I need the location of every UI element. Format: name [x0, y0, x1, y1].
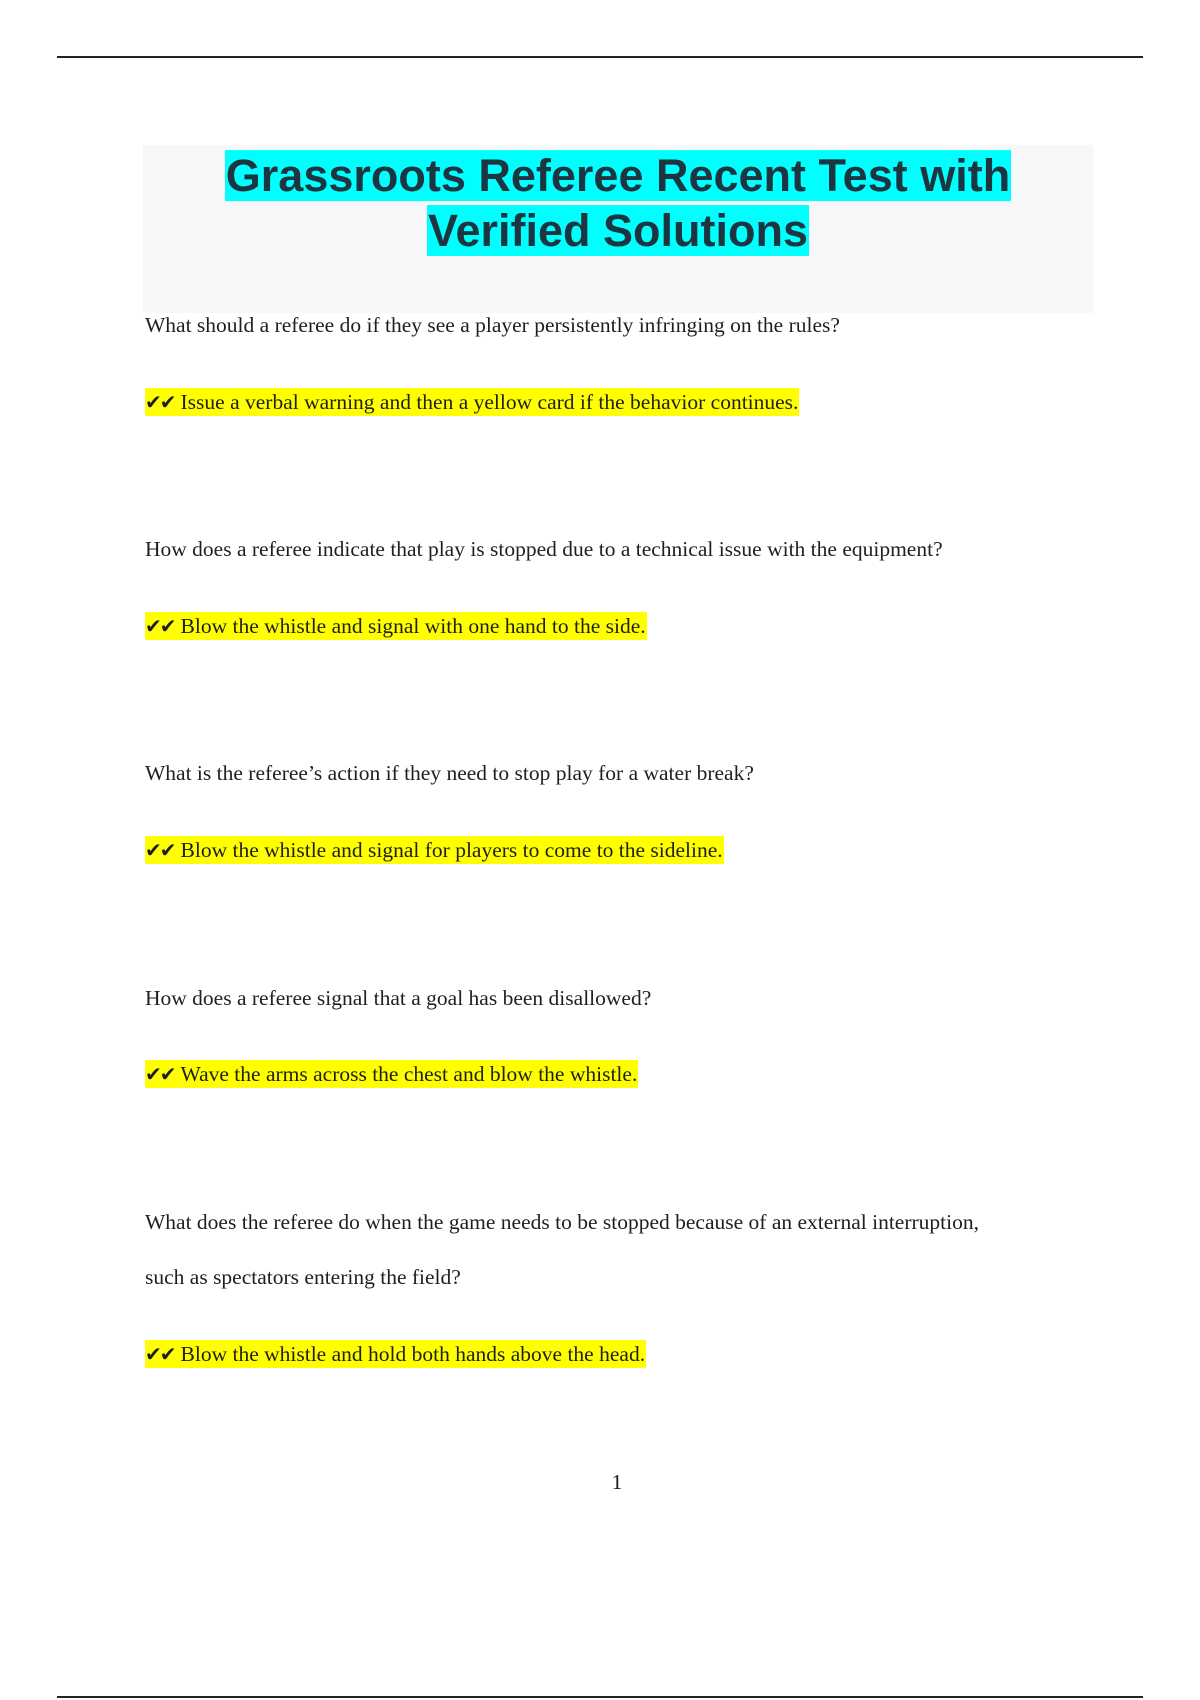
- answer-4: [145, 1060, 638, 1088]
- question-4: How does a referee signal that a goal has been disallowed?: [145, 986, 652, 1010]
- title-banner: [143, 145, 1093, 313]
- answer-3: [145, 836, 724, 864]
- question-5-line-2: such as spectators entering the field?: [145, 1265, 461, 1289]
- answer-2: [145, 612, 647, 640]
- answer-5: [145, 1340, 646, 1368]
- question-3: What is the referee’s action if they need to stop play for a water break?: [145, 761, 754, 785]
- top-rule: [57, 56, 1143, 58]
- answer-1: [145, 388, 799, 416]
- double-check-icon: ✔✔: [145, 1062, 175, 1086]
- answer-3-text: Blow the whistle and signal for players to come to the sideline.: [180, 838, 723, 862]
- answer-1-text: Issue a verbal warning and then a yellow card if the behavior continues.: [180, 390, 799, 414]
- title-line-2: Verified Solutions: [427, 205, 809, 256]
- bottom-rule: [57, 1696, 1143, 1698]
- answer-2-text: Blow the whistle and signal with one hand to the side.: [180, 614, 646, 638]
- double-check-icon: ✔✔: [145, 614, 175, 638]
- question-1: What should a referee do if they see a player persistently infringing on the rules?: [145, 313, 840, 337]
- page-number: 1: [611, 1470, 623, 1494]
- question-5-line-1: What does the referee do when the game needs to be stopped because of an external interruption,: [145, 1210, 979, 1234]
- answer-5-text: Blow the whistle and hold both hands above the head.: [180, 1342, 646, 1366]
- page-title: [143, 145, 1093, 258]
- double-check-icon: ✔✔: [145, 838, 175, 862]
- double-check-icon: ✔✔: [145, 390, 175, 414]
- question-2: How does a referee indicate that play is stopped due to a technical issue with the equipment?: [145, 537, 943, 561]
- title-line-1: Grassroots Referee Recent Test with: [225, 150, 1011, 201]
- double-check-icon: ✔✔: [145, 1342, 175, 1366]
- answer-4-text: Wave the arms across the chest and blow the whistle.: [180, 1062, 638, 1086]
